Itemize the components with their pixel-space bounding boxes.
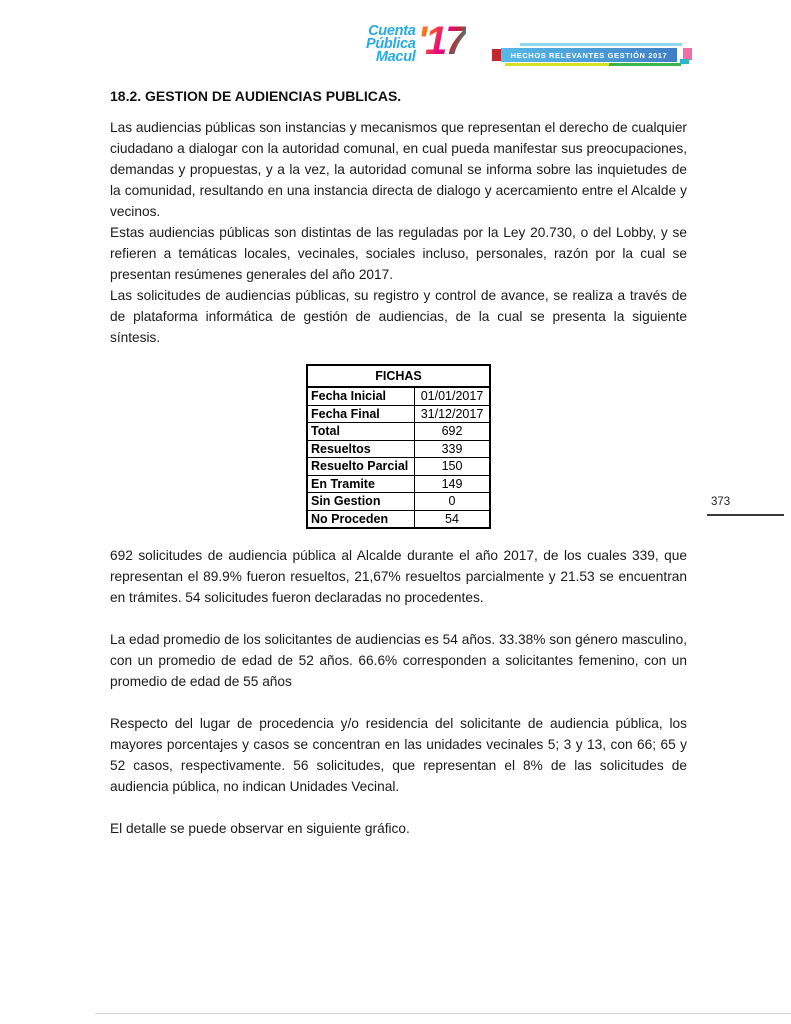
fichas-table bbox=[306, 364, 491, 529]
bottom-rule bbox=[95, 1013, 791, 1014]
row-label: No Proceden bbox=[307, 510, 415, 528]
banner-band bbox=[501, 48, 677, 62]
banner-text: HECHOS RELEVANTES GESTIÓN 2017 bbox=[510, 50, 668, 60]
header-banner bbox=[492, 42, 692, 68]
logo-wordmark bbox=[366, 20, 415, 64]
banner-stripe-cyan bbox=[520, 43, 682, 46]
table-header-row bbox=[307, 365, 490, 387]
row-label: Fecha Final bbox=[307, 405, 415, 423]
age-paragraph: La edad promedio de los solicitantes de audiencias es 54 años. 33.38% son género masculino, con un promedio de edad de 52 años. 66.6% corresponden a solicitantes femenino, con un promedio de edad de 55 años bbox=[110, 632, 687, 689]
row-label: Total bbox=[307, 423, 415, 441]
table-row bbox=[307, 475, 490, 493]
table-row bbox=[307, 423, 490, 441]
row-label: Fecha Inicial bbox=[307, 387, 415, 405]
row-label: Resuelto Parcial bbox=[307, 458, 415, 476]
row-value: 339 bbox=[415, 440, 491, 458]
row-label: Sin Gestion bbox=[307, 493, 415, 511]
logo-line-publica: Pública bbox=[366, 36, 416, 52]
logo-line-cuenta: Cuenta bbox=[368, 23, 416, 39]
banner-stripe-green bbox=[609, 63, 681, 66]
banner-accent-red bbox=[492, 49, 501, 61]
intro-paragraph-2: Estas audiencias públicas son distintas de las reguladas por la Ley 20.730, o del Lobby, y se refieren a temáticas locales, vecinales, sociales incluso, personales, razón por la cual se presentan resúmenes generales del año 2017. bbox=[110, 225, 687, 282]
summary-paragraph: 692 solicitudes de audiencia pública al Alcalde durante el año 2017, de los cuales 339, que representan el 89.9% fueron resueltos, 21,67% resueltos parcialmente y 21.53 se encuentran en trámites. 54 solicitudes fueron declaradas no procedentes. bbox=[110, 548, 687, 605]
page-number: 373 bbox=[711, 496, 731, 508]
page-number-rule bbox=[707, 514, 784, 516]
row-label: Resueltos bbox=[307, 440, 415, 458]
banner-stripe-yellow bbox=[505, 63, 609, 66]
intro-paragraph-3: Las solicitudes de audiencias públicas, su registro y control de avance, se realiza a través de de plataforma informática de gestión de audiencias, de la cual se presenta la siguiente síntesis. bbox=[110, 288, 687, 345]
table-title: FICHAS bbox=[307, 365, 490, 387]
report-logo bbox=[366, 20, 466, 64]
logo-year-17: '17 bbox=[417, 19, 466, 63]
intro-paragraph-1: Las audiencias públicas son instancias y mecanismos que representan el derecho de cualquier ciudadano a dialogar con la autoridad comunal, en cual pueda manifestar sus preocupaciones, demandas y propuestas, y a la vez, la autoridad comunal se informa sobre las inquietudes de la comunidad, resultando en una instancia directa de dialogo y acercamiento entre el Alcalde y vecinos. bbox=[110, 120, 687, 219]
row-value: 54 bbox=[415, 510, 491, 528]
logo-line-macul: Macul bbox=[375, 49, 416, 65]
chart-note-paragraph: El detalle se puede observar en siguiente gráfico. bbox=[110, 821, 410, 836]
row-value: 149 bbox=[415, 475, 491, 493]
table-row bbox=[307, 493, 490, 511]
row-value: 01/01/2017 bbox=[415, 387, 491, 405]
row-label: En Tramite bbox=[307, 475, 415, 493]
intro-text-block bbox=[110, 117, 687, 348]
section-heading: 18.2. GESTION DE AUDIENCIAS PUBLICAS. bbox=[110, 88, 402, 104]
row-value: 150 bbox=[415, 458, 491, 476]
location-paragraph: Respecto del lugar de procedencia y/o residencia del solicitante de audiencia pública, los mayores porcentajes y casos se concentran en las unidades vecinales 5; 3 y 13, con 66; 65 y 52 casos, respectivamente. 56 solicitudes, que representan el 8% de las solicitudes de audiencia pública, no indican Unidades Vecinal. bbox=[110, 716, 687, 794]
content-column bbox=[110, 88, 687, 839]
row-value: 31/12/2017 bbox=[415, 405, 491, 423]
table-row bbox=[307, 387, 490, 405]
fichas-table-wrapper bbox=[306, 364, 491, 529]
row-value: 692 bbox=[415, 423, 491, 441]
row-value: 0 bbox=[415, 493, 491, 511]
table-row bbox=[307, 458, 490, 476]
table-row bbox=[307, 510, 490, 528]
table-row bbox=[307, 405, 490, 423]
banner-accent-teal bbox=[680, 59, 689, 64]
table-row bbox=[307, 440, 490, 458]
